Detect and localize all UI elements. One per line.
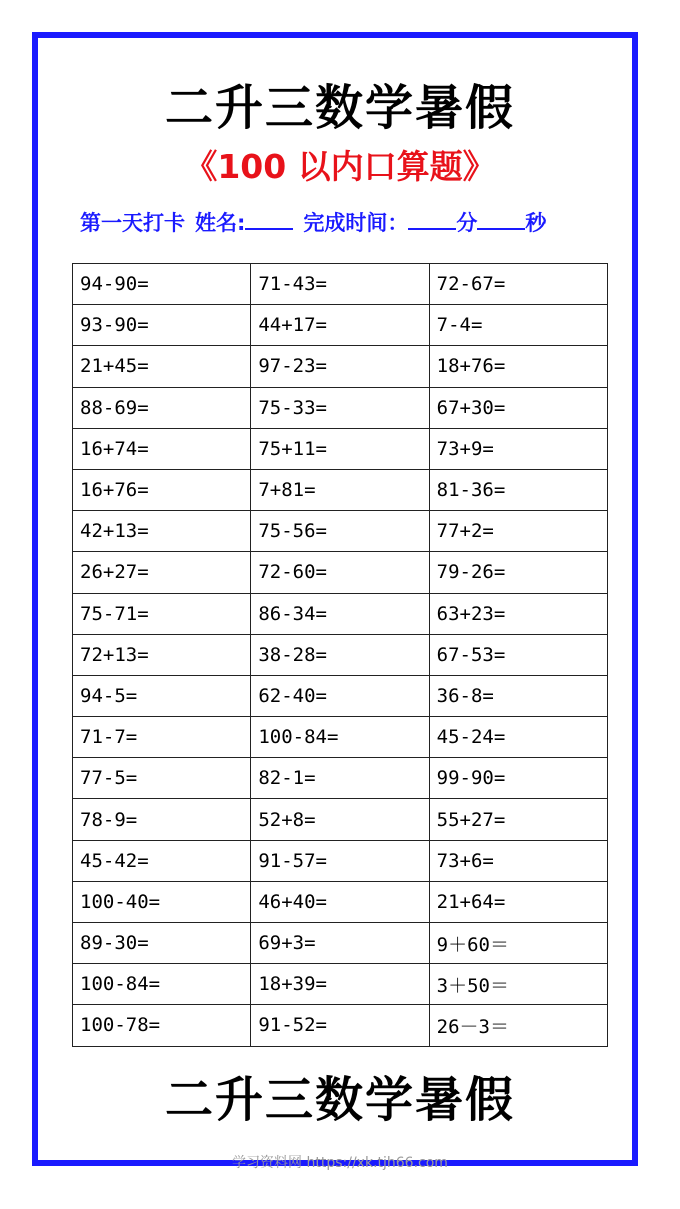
day-label: 第一天打卡: [80, 211, 185, 235]
problem-cell: 79-26=: [429, 552, 607, 593]
problem-cell: 75-56=: [251, 511, 429, 552]
table-row: [73, 675, 608, 716]
table-row: [73, 511, 608, 552]
problem-cell: 99-90=: [429, 758, 607, 799]
problem-cell: 42+13=: [73, 511, 251, 552]
problem-cell: 82-1=: [251, 758, 429, 799]
checkin-info-line: [80, 208, 620, 234]
table-row: [73, 346, 608, 387]
problem-cell: 73+9=: [429, 428, 607, 469]
problem-cell: 45-42=: [73, 840, 251, 881]
table-row: [73, 593, 608, 634]
table-row: [73, 552, 608, 593]
problem-cell: 45-24=: [429, 717, 607, 758]
problem-cell: 63+23=: [429, 593, 607, 634]
problem-cell: 71-43=: [251, 264, 429, 305]
seconds-blank[interactable]: [477, 208, 525, 230]
problem-cell: 91-52=: [251, 1005, 429, 1046]
problem-cell: 7+81=: [251, 469, 429, 510]
problem-cell: 3＋50＝: [429, 964, 607, 1005]
table-row: [73, 428, 608, 469]
problem-cell: 69+3=: [251, 923, 429, 964]
problem-cell: 52+8=: [251, 799, 429, 840]
table-row: [73, 840, 608, 881]
problem-cell: 67+30=: [429, 387, 607, 428]
minutes-blank[interactable]: [408, 208, 456, 230]
problem-cell: 62-40=: [251, 675, 429, 716]
problem-cell: 75+11=: [251, 428, 429, 469]
problem-cell: 46+40=: [251, 881, 429, 922]
table-row: [73, 634, 608, 675]
problem-cell: 36-8=: [429, 675, 607, 716]
watermark: 学习资料网 https://xk.tjh66.com: [232, 1155, 448, 1171]
table-row: [73, 964, 608, 1005]
footer-title: 二升三数学暑假: [164, 1072, 515, 1128]
problem-cell: 21+45=: [73, 346, 251, 387]
problem-cell: 91-57=: [251, 840, 429, 881]
problem-cell: 38-28=: [251, 634, 429, 675]
table-row: [73, 717, 608, 758]
problem-cell: 100-40=: [73, 881, 251, 922]
problem-cell: 18+39=: [251, 964, 429, 1005]
seconds-label: 秒: [525, 211, 547, 235]
problem-cell: 16+74=: [73, 428, 251, 469]
problem-cell: 100-78=: [73, 1005, 251, 1046]
problem-cell: 71-7=: [73, 717, 251, 758]
page-title: 二升三数学暑假: [164, 80, 515, 136]
table-row: [73, 881, 608, 922]
problem-cell: 7-4=: [429, 305, 607, 346]
minutes-label: 分: [456, 211, 478, 235]
page-subtitle: 《100 以内口算题》: [184, 147, 496, 186]
problem-cell: 44+17=: [251, 305, 429, 346]
name-blank[interactable]: [245, 208, 293, 230]
problem-cell: 73+6=: [429, 840, 607, 881]
table-row: [73, 923, 608, 964]
name-label: 姓名:: [195, 211, 246, 235]
table-row: [73, 799, 608, 840]
problem-cell: 16+76=: [73, 469, 251, 510]
problem-cell: 94-90=: [73, 264, 251, 305]
table-row: [73, 758, 608, 799]
problem-cell: 77-5=: [73, 758, 251, 799]
problem-cell: 55+27=: [429, 799, 607, 840]
problem-cell: 72-67=: [429, 264, 607, 305]
problem-cell: 9＋60＝: [429, 923, 607, 964]
problem-cell: 77+2=: [429, 511, 607, 552]
problem-cell: 88-69=: [73, 387, 251, 428]
table-row: [73, 1005, 608, 1046]
problem-cell: 100-84=: [251, 717, 429, 758]
table-row: [73, 469, 608, 510]
problem-cell: 81-36=: [429, 469, 607, 510]
problem-cell: 18+76=: [429, 346, 607, 387]
problem-cell: 75-71=: [73, 593, 251, 634]
problem-cell: 89-30=: [73, 923, 251, 964]
table-row: [73, 264, 608, 305]
problem-cell: 72-60=: [251, 552, 429, 593]
problem-cell: 75-33=: [251, 387, 429, 428]
problems-table: [72, 263, 608, 1047]
problem-cell: 72+13=: [73, 634, 251, 675]
problem-cell: 93-90=: [73, 305, 251, 346]
problem-cell: 94-5=: [73, 675, 251, 716]
problem-cell: 26－3＝: [429, 1005, 607, 1046]
problem-cell: 21+64=: [429, 881, 607, 922]
problem-cell: 97-23=: [251, 346, 429, 387]
time-label: 完成时间：: [303, 211, 409, 235]
table-row: [73, 387, 608, 428]
problem-cell: 100-84=: [73, 964, 251, 1005]
problem-cell: 86-34=: [251, 593, 429, 634]
problem-cell: 78-9=: [73, 799, 251, 840]
problem-cell: 67-53=: [429, 634, 607, 675]
problem-cell: 26+27=: [73, 552, 251, 593]
table-row: [73, 305, 608, 346]
